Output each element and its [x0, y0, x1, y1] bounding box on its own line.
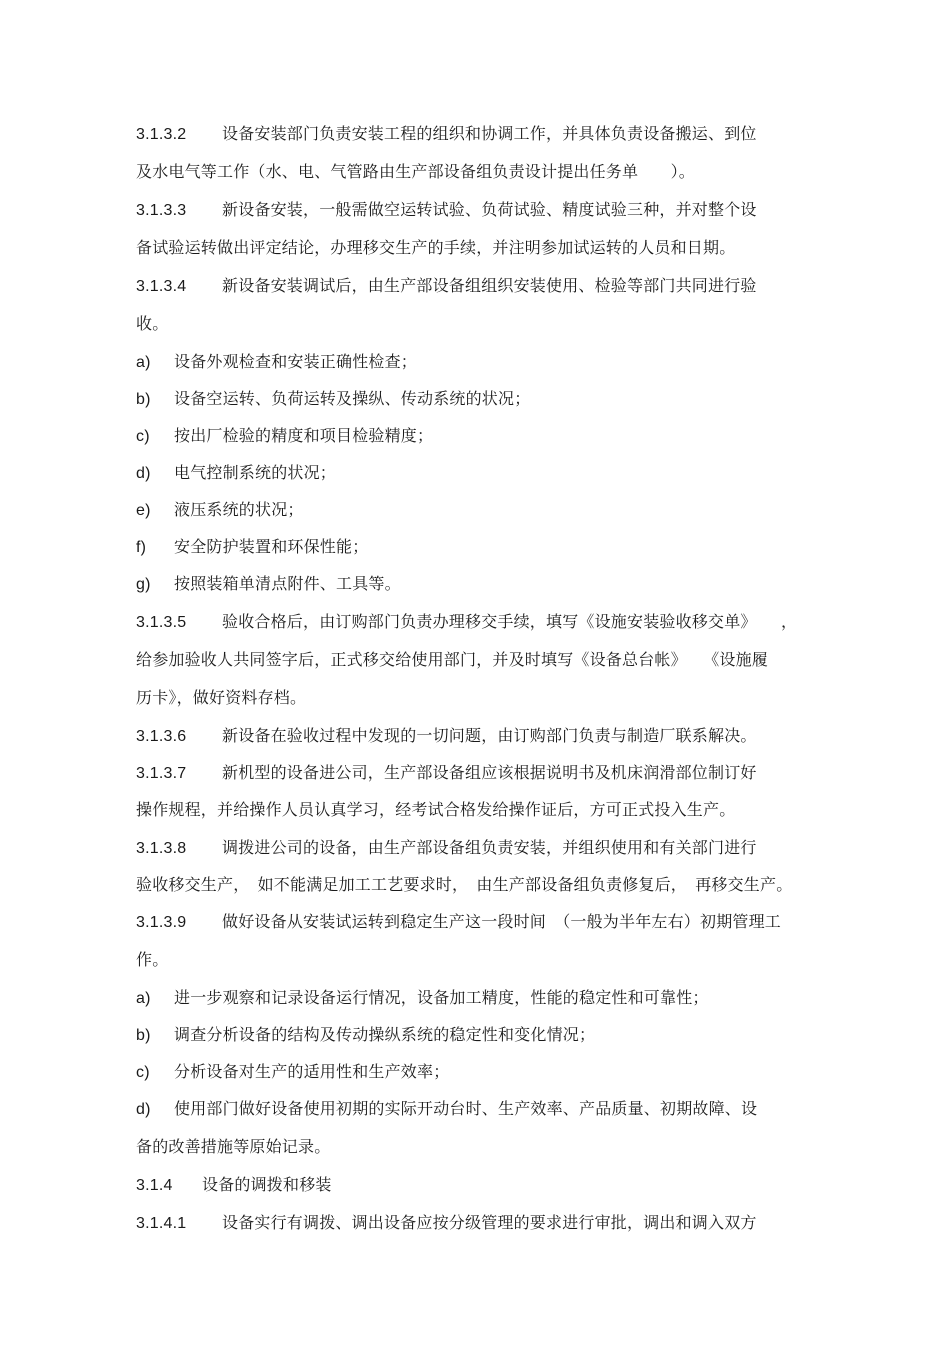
list-marker: f) [136, 539, 147, 556]
paragraph-continuation-line [136, 1137, 330, 1157]
line-text: 验收移交生产， 如不能满足加工工艺要求时， 由生产部设备组负责修复后， 再移交生产。 [136, 875, 793, 894]
list-marker: a) [136, 354, 151, 371]
line-text: 设备外观检查和安装正确性检查； [174, 352, 418, 371]
line-text: 新机型的设备进公司，生产部设备组应该根据说明书及机床润滑部位制订好 [222, 763, 757, 782]
line-text: 新设备安装调试后，由生产部设备组组织安装使用、检验等部门共同进行验 [222, 276, 757, 295]
line-text: 分析设备对生产的适用性和生产效率； [174, 1062, 450, 1081]
list-item [136, 463, 336, 484]
line-text: 新设备在验收过程中发现的一切问题，由订购部门负责与制造厂联系解决。 [222, 726, 757, 745]
line-text: 验收合格后，由订购部门负责办理移交手续，填写《设施安装验收移交单》 ， [222, 612, 798, 631]
numbered-paragraph-line [136, 1213, 757, 1234]
list-item [136, 389, 530, 410]
line-text: 电气控制系统的状况； [174, 463, 337, 482]
numbered-paragraph-line [136, 200, 757, 221]
list-item [136, 988, 709, 1009]
paragraph-continuation-line [136, 800, 735, 820]
list-marker: e) [136, 502, 151, 519]
list-item [136, 352, 417, 373]
list-item [136, 537, 368, 558]
list-marker: g) [136, 576, 151, 593]
line-text: 设备的调拨和移装 [202, 1175, 332, 1194]
numbered-paragraph-line [136, 276, 757, 297]
section-number: 3.1.3.9 [136, 914, 187, 931]
section-number: 3.1.4.1 [136, 1215, 187, 1232]
paragraph-continuation-line [136, 650, 768, 670]
list-item [136, 1025, 595, 1046]
numbered-paragraph-line [136, 912, 781, 933]
line-text: 备的改善措施等原始记录。 [136, 1137, 331, 1156]
list-marker: d) [136, 1101, 151, 1118]
line-text: 设备实行有调拨、调出设备应按分级管理的要求进行审批，调出和调入双方 [222, 1213, 757, 1232]
list-item [136, 500, 304, 521]
numbered-paragraph-line [136, 1175, 332, 1196]
section-number: 3.1.3.2 [136, 126, 187, 143]
line-text: 按照装箱单清点附件、工具等。 [174, 574, 401, 593]
paragraph-continuation-line [136, 688, 306, 708]
line-text: 设备空运转、负荷运转及操纵、传动系统的状况； [174, 389, 531, 408]
section-number: 3.1.3.5 [136, 614, 187, 631]
numbered-paragraph-line [136, 726, 757, 747]
section-number: 3.1.3.7 [136, 765, 187, 782]
list-item [136, 574, 401, 595]
list-item [136, 1062, 449, 1083]
list-marker: b) [136, 1027, 151, 1044]
list-marker: d) [136, 465, 151, 482]
line-text: 及水电气等工作（水、电、气管路由生产部设备组负责设计提出任务单 ）。 [136, 162, 696, 181]
line-text: 安全防护装置和环保性能； [174, 537, 369, 556]
line-text: 调查分析设备的结构及传动操纵系统的稳定性和变化情况； [174, 1025, 596, 1044]
line-text: 历卡》，做好资料存档。 [136, 688, 307, 707]
paragraph-continuation-line [136, 875, 792, 895]
line-text: 进一步观察和记录设备运行情况，设备加工精度，性能的稳定性和可靠性； [174, 988, 709, 1007]
line-text: 收。 [136, 314, 169, 333]
section-number: 3.1.3.3 [136, 202, 187, 219]
paragraph-continuation-line [136, 950, 168, 970]
numbered-paragraph-line [136, 124, 757, 145]
line-text: 调拨进公司的设备，由生产部设备组负责安装，并组织使用和有关部门进行 [222, 838, 757, 857]
section-number: 3.1.3.8 [136, 840, 187, 857]
paragraph-continuation-line [136, 314, 168, 334]
list-marker: c) [136, 428, 150, 445]
list-item [136, 1099, 757, 1120]
section-number: 3.1.4 [136, 1177, 173, 1194]
list-marker: a) [136, 990, 151, 1007]
line-text: 液压系统的状况； [174, 500, 304, 519]
line-text: 作。 [136, 950, 169, 969]
line-text: 新设备安装，一般需做空运转试验、负荷试验、精度试验三种，并对整个设 [222, 200, 757, 219]
list-marker: b) [136, 391, 151, 408]
line-text: 做好设备从安装试运转到稳定生产这一段时间 （一般为半年左右）初期管理工 [222, 912, 782, 931]
line-text: 备试验运转做出评定结论，办理移交生产的手续，并注明参加试运转的人员和日期。 [136, 238, 736, 257]
paragraph-continuation-line [136, 162, 695, 182]
line-text: 操作规程，并给操作人员认真学习，经考试合格发给操作证后，方可正式投入生产。 [136, 800, 736, 819]
list-item [136, 426, 433, 447]
line-text: 给参加验收人共同签字后，正式移交给使用部门，并及时填写《设备总台帐》 《设施履 [136, 650, 769, 669]
line-text: 设备安装部门负责安装工程的组织和协调工作，并具体负责设备搬运、到位 [222, 124, 757, 143]
line-text: 使用部门做好设备使用初期的实际开动台时、生产效率、产品质量、初期故障、设 [174, 1099, 758, 1118]
section-number: 3.1.3.4 [136, 278, 187, 295]
paragraph-continuation-line [136, 238, 735, 258]
section-number: 3.1.3.6 [136, 728, 187, 745]
numbered-paragraph-line [136, 612, 797, 633]
list-marker: c) [136, 1064, 150, 1081]
numbered-paragraph-line [136, 838, 757, 859]
numbered-paragraph-line [136, 763, 757, 784]
line-text: 按出厂检验的精度和项目检验精度； [174, 426, 434, 445]
